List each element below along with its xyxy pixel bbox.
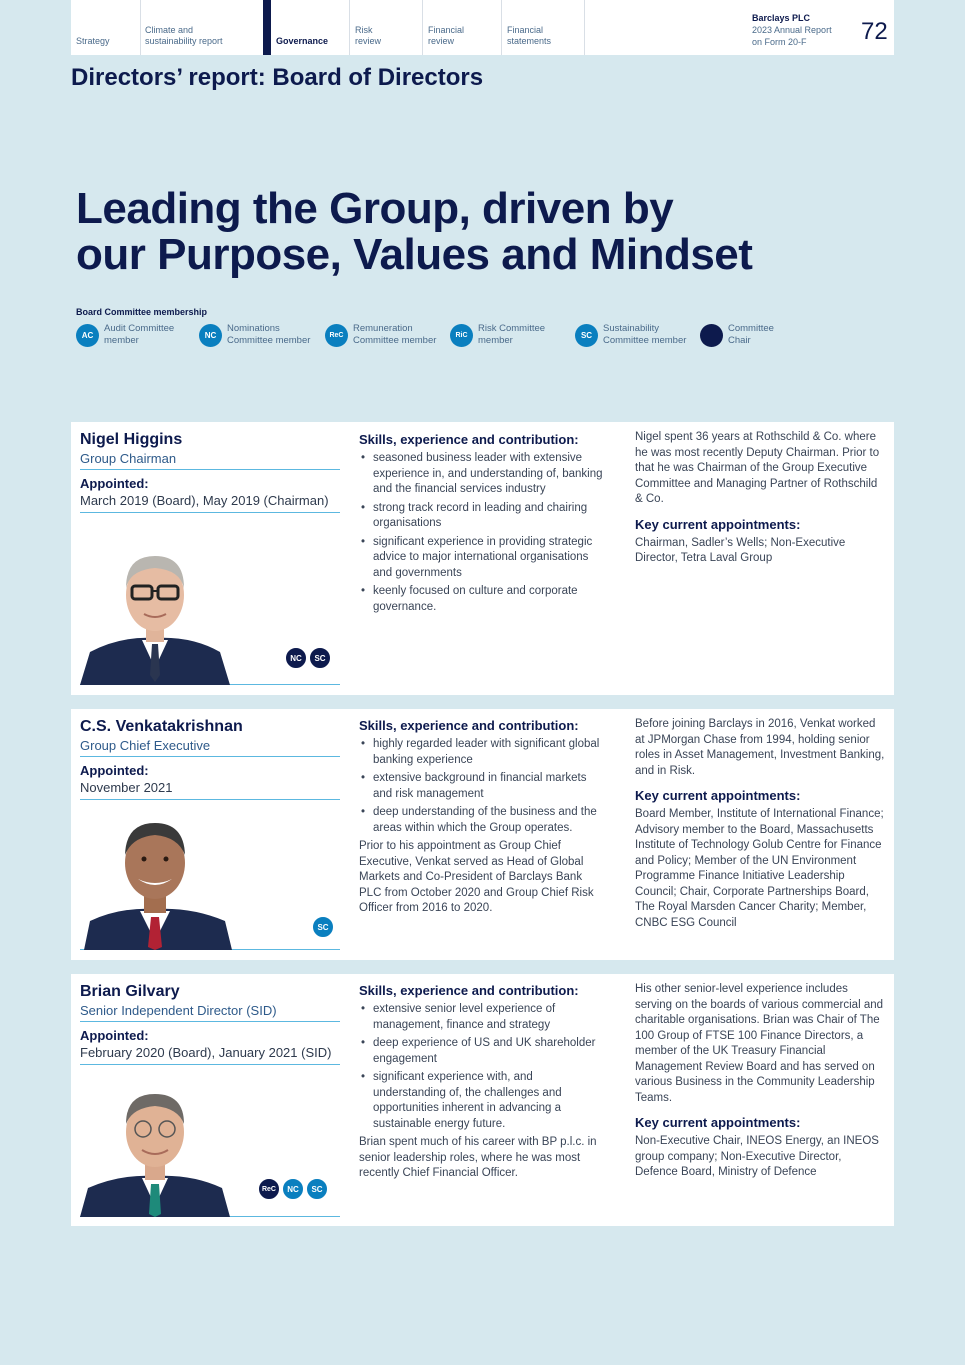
- report-title: [752, 12, 832, 48]
- committee-badge: NC: [199, 324, 222, 347]
- committee-badge: AC: [76, 324, 99, 347]
- legend-label: Audit Committee: [104, 323, 175, 334]
- nav-tab-label: Financial review: [428, 25, 465, 46]
- committee-badges: [312, 916, 334, 938]
- skills-list: [359, 451, 604, 615]
- committee-badge: ReC: [258, 1178, 280, 1200]
- report-form: on Form 20-F: [752, 37, 807, 47]
- director-bio: Nigel spent 36 years at Rothschild & Co. where he was most recently Deputy Chairman. Prior to that he was Chairman of the Group Executive Committee and Managing Partner of Rothschild & Co.: [635, 431, 880, 505]
- director-extra-bio: Brian spent much of his career with BP p.l.c. in senior leadership roles, where he was most recently Chief Financial Officer.: [359, 1136, 597, 1179]
- director-card-venkatakrishnan: [71, 709, 894, 960]
- nav-tab-risk-review[interactable]: [350, 0, 423, 55]
- hero-line: Leading the Group, driven by: [76, 184, 674, 233]
- skill-item: • significant experience with, and understanding of, the challenges and opportunities inherent in advancing a sustainable energy future.: [359, 1070, 604, 1132]
- section-title: Directors’ report: Board of Directors: [71, 64, 484, 91]
- legend-risk: [450, 323, 545, 347]
- page-number: 72: [861, 18, 888, 45]
- legend-label: member: [478, 335, 513, 346]
- key-appointments-heading: Key current appointments:: [635, 788, 801, 803]
- skills-heading: Skills, experience and contribution:: [359, 432, 579, 447]
- appointed-label: Appointed:: [80, 476, 149, 491]
- portrait-image: [80, 809, 240, 950]
- nav-tab-governance[interactable]: [271, 0, 350, 55]
- skills-list: [359, 737, 604, 836]
- portrait-image: [80, 540, 230, 685]
- legend-label: Remuneration: [353, 323, 413, 334]
- key-appointments: Chairman, Sadler’s Wells; Non-Executive Director, Tetra Laval Group: [635, 536, 846, 564]
- key-appointments-heading: Key current appointments:: [635, 1115, 801, 1130]
- skill-item: • seasoned business leader with extensive experience in, and understanding of, banking and the financial services industry: [359, 451, 604, 498]
- nav-tab-label: Climate and sustainability report: [145, 25, 223, 46]
- appointed-date: February 2020 (Board), January 2021 (SID): [80, 1044, 340, 1065]
- legend-label: Sustainability: [603, 323, 659, 334]
- director-bio: Before joining Barclays in 2016, Venkat worked at JPMorgan Chase from 1994, holding senior roles in Asset Management, Investment Banking, and in Risk.: [635, 718, 885, 777]
- director-role: Group Chief Executive: [80, 737, 340, 757]
- legend-label: Nominations: [227, 323, 280, 334]
- director-extra-bio: Prior to his appointment as Group Chief Executive, Venkat served as Head of Global Markets and Co-President of Barclays Bank PLC from October 2020 and Group Chief Risk Officer from 2016 to 2020.: [359, 840, 594, 914]
- committee-badge: SC: [312, 916, 334, 938]
- legend-chair: [700, 323, 774, 347]
- skill-item: • extensive senior level experience of management, finance and strategy: [359, 1002, 604, 1033]
- legend-label: Committee member: [603, 335, 687, 346]
- director-photo: [80, 809, 340, 950]
- director-card-higgins: [71, 422, 894, 695]
- appointed-date: November 2021: [80, 779, 340, 800]
- nav-tab-label: Governance: [276, 36, 329, 46]
- legend-label: Committee member: [227, 335, 311, 346]
- director-role: Senior Independent Director (SID): [80, 1002, 340, 1022]
- skills-heading: Skills, experience and contribution:: [359, 983, 579, 998]
- legend-label: Chair: [728, 335, 751, 346]
- hero-line: our Purpose, Values and Mindset: [76, 230, 753, 279]
- skills-heading: Skills, experience and contribution:: [359, 718, 579, 733]
- committee-badge: SC: [575, 324, 598, 347]
- skill-item: • significant experience in providing strategic advice to major international organisations and governments: [359, 535, 604, 582]
- appointed-label: Appointed:: [80, 763, 149, 778]
- skill-item: • keenly focused on culture and corporate governance.: [359, 584, 604, 615]
- committee-badge: SC: [309, 647, 331, 669]
- director-role: Group Chairman: [80, 450, 340, 470]
- skill-item: • deep understanding of the business and the areas within which the Group operates.: [359, 805, 604, 836]
- committee-badge: SC: [306, 1178, 328, 1200]
- skills-list: [359, 1002, 604, 1132]
- legend-audit: [76, 323, 174, 347]
- committee-badge: NC: [285, 647, 307, 669]
- director-name: Brian Gilvary: [80, 983, 180, 1000]
- committee-badges: [258, 1178, 328, 1200]
- committee-chair-badge: [700, 324, 723, 347]
- company-name: Barclays PLC: [752, 13, 811, 23]
- appointed-date: March 2019 (Board), May 2019 (Chairman): [80, 492, 340, 513]
- skill-item: • strong track record in leading and chairing organisations: [359, 501, 604, 532]
- committee-badge: RiC: [450, 324, 473, 347]
- portrait-image: [80, 1082, 230, 1217]
- skill-item: • extensive background in financial markets and risk management: [359, 771, 604, 802]
- director-name: C.S. Venkatakrishnan: [80, 718, 243, 735]
- nav-tab-financial-statements[interactable]: [502, 0, 585, 55]
- director-bio: His other senior-level experience includes serving on the boards of various commercial and charitable organisations. Brian was Chair of The 100 Group of FTSE 100 Finance Directors, a member of the UK Treasury Financial Management Review Board and has served on various Business in the Community Leadership Teams.: [635, 983, 884, 1104]
- legend-label: Committee: [728, 323, 774, 334]
- appointed-label: Appointed:: [80, 1028, 149, 1043]
- committee-heading: Board Committee membership: [76, 307, 208, 317]
- legend-sustainability: [575, 323, 686, 347]
- report-name: 2023 Annual Report: [752, 25, 832, 35]
- director-card-gilvary: [71, 974, 894, 1226]
- committee-badge: NC: [282, 1178, 304, 1200]
- skill-item: • deep experience of US and UK shareholder engagement: [359, 1036, 604, 1067]
- nav-tab-climate[interactable]: [140, 0, 264, 55]
- committee-badge: ReC: [325, 324, 348, 347]
- key-appointments: Board Member, Institute of International Finance; Advisory member to the Board, Massachusetts Institute of Technology Golub Centre for Finance and Policy; Member of the UN Environment Programme Finance Initiative Leadership Council; Chair, Corporate Partnerships Board, The Royal Marsden Cancer Charity; Member, CNBC ESG Council: [635, 808, 884, 929]
- director-name: Nigel Higgins: [80, 431, 183, 448]
- skill-item: • highly regarded leader with significant global banking experience: [359, 737, 604, 768]
- legend-nominations: [199, 323, 310, 347]
- nav-tab-label: Risk review: [355, 25, 382, 46]
- legend-label: member: [104, 335, 139, 346]
- hero-heading: [76, 186, 752, 278]
- nav-tab-label: Strategy: [76, 36, 110, 46]
- nav-tab-label: Financial statements: [507, 25, 552, 46]
- key-appointments: Non-Executive Chair, INEOS Energy, an INEOS group company; Non-Executive Director, Defence Board, Ministry of Defence: [635, 1135, 879, 1178]
- legend-label: Committee member: [353, 335, 437, 346]
- committee-badges: [285, 647, 331, 669]
- nav-tab-financial-review[interactable]: [423, 0, 502, 55]
- legend-label: Risk Committee: [478, 323, 546, 334]
- legend-remuneration: [325, 323, 436, 347]
- nav-tab-strategy[interactable]: [71, 0, 141, 55]
- key-appointments-heading: Key current appointments:: [635, 516, 801, 532]
